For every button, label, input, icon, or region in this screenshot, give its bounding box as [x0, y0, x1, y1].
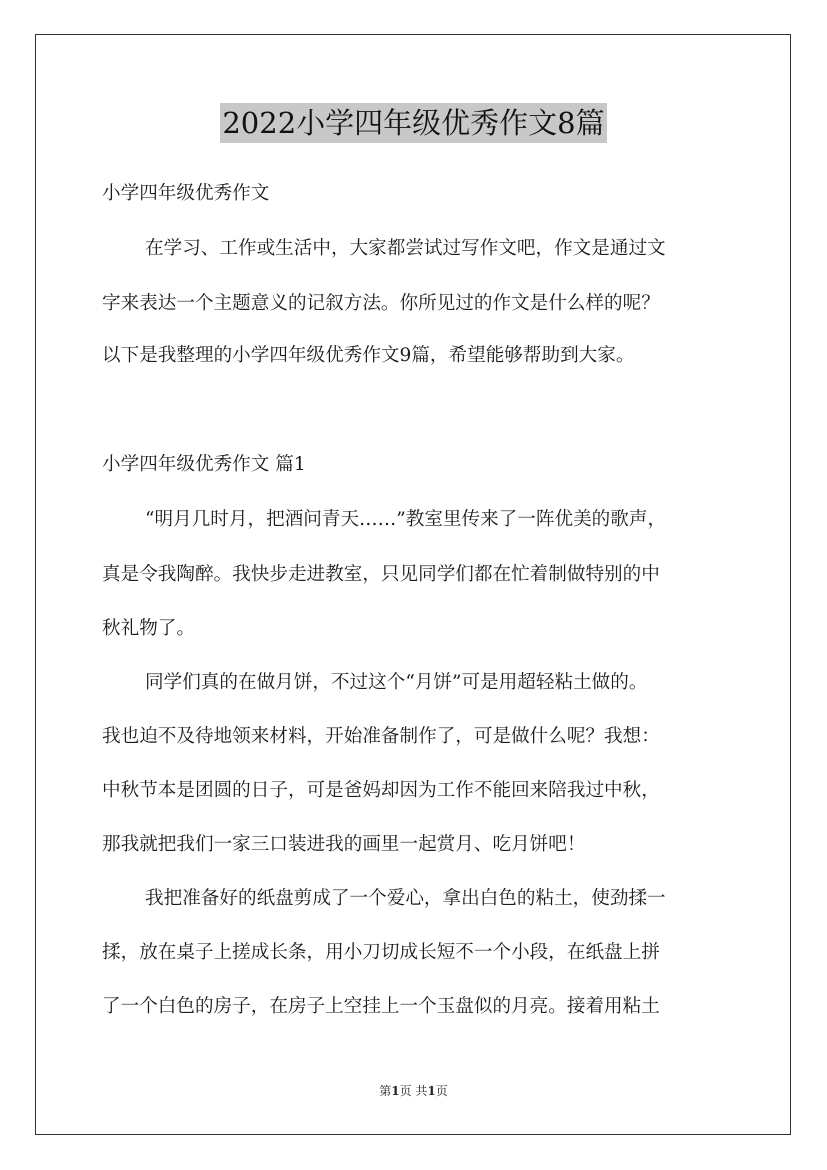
document-title [0, 103, 827, 143]
intro-line: 以下是我整理的小学四年级优秀作文9篇，希望能够帮助到大家。 [102, 345, 635, 366]
section-heading: 小学四年级优秀作文 篇1 [102, 454, 306, 475]
intro-heading: 小学四年级优秀作文 [102, 183, 270, 204]
footer-suffix: 页 [435, 1084, 448, 1098]
paragraph-line: 了一个白色的房子，在房子上空挂上一个玉盘似的月亮。接着用粘土 [102, 996, 660, 1017]
paragraph-line: 揉，放在桌子上搓成长条，用小刀切成长短不一个小段，在纸盘上拼 [102, 942, 660, 963]
page-footer [0, 1083, 827, 1099]
paragraph-line: 那我就把我们一家三口装进我的画里一起赏月、吃月饼吧！ [102, 834, 586, 855]
footer-prefix: 第 [379, 1084, 392, 1098]
footer-current-page: 1 [391, 1084, 400, 1098]
document-title-text: 2022小学四年级优秀作文8篇 [220, 103, 606, 143]
paragraph-line: 同学们真的在做月饼，不过这个“月饼”可是用超轻粘土做的。 [145, 672, 648, 693]
footer-total-pages: 1 [427, 1084, 436, 1098]
intro-line: 在学习、工作或生活中，大家都尝试过写作文吧，作文是通过文 [145, 238, 666, 259]
paragraph-line: 我把准备好的纸盘剪成了一个爱心，拿出白色的粘土，使劲揉一 [145, 888, 666, 909]
paragraph-line: “明月几时月，把酒问青天……”教室里传来了一阵优美的歌声， [145, 509, 667, 530]
paragraph-line: 中秋节本是团圆的日子，可是爸妈却因为工作不能回来陪我过中秋， [102, 780, 660, 801]
footer-middle: 页 共 [399, 1084, 428, 1098]
paragraph-line: 真是令我陶醉。我快步走进教室，只见同学们都在忙着制做特别的中 [102, 564, 660, 585]
intro-line: 字来表达一个主题意义的记叙方法。你所见过的作文是什么样的呢？ [102, 293, 660, 314]
paragraph-line: 秋礼物了。 [102, 618, 195, 639]
paragraph-line: 我也迫不及待地领来材料，开始准备制作了，可是做什么呢？我想： [102, 726, 660, 747]
